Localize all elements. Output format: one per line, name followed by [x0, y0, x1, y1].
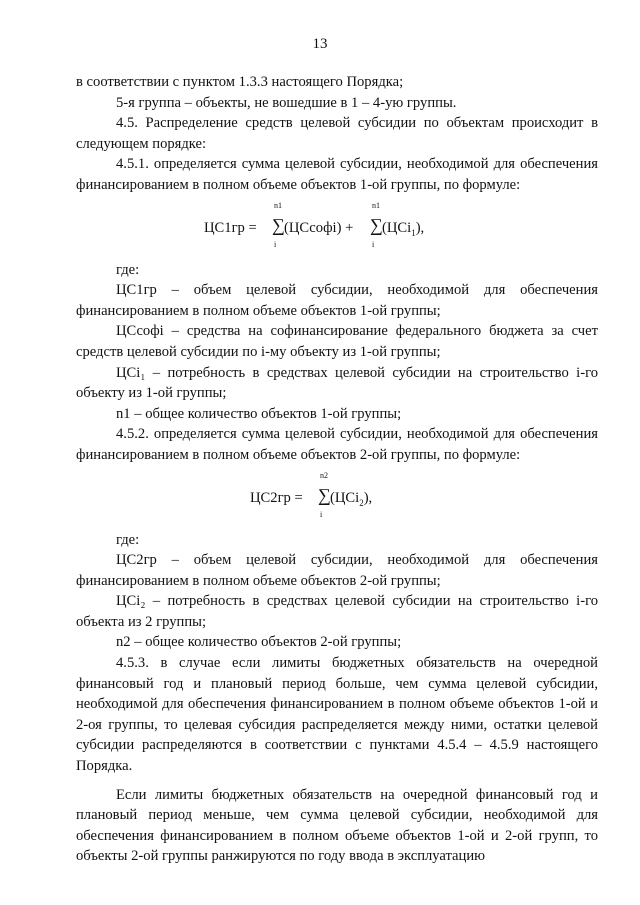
- paragraph: где:: [116, 531, 140, 548]
- formula-2-upper-limit: n2: [320, 470, 328, 480]
- sum-symbol-2: ∑: [370, 214, 383, 235]
- formula-1-upper-limit-2: n1: [372, 200, 380, 210]
- formula-1-term-2: (ЦСi$_1$),: [382, 219, 425, 238]
- paragraph: 4.5.1. определяется сумма целевой субсидии, необходимой для обеспечения финансированием в полном объеме объектов 1-ой группы, по формуле:: [76, 156, 598, 193]
- formula-1-lhs: ЦС1гр =: [204, 219, 257, 236]
- paragraph: ЦСi₁ – потребность в средствах целевой субсидии на строительство i-го объекту из 1-ой группы;: [76, 364, 598, 402]
- paragraph: n1 – общее количество объектов 1-ой группы;: [116, 405, 402, 422]
- paragraph: Если лимиты бюджетных обязательств на очередной финансовый год и плановый период меньше, чем сумма целевой субсидии, необходимой для обеспечения финансированием в полном объеме объектов 1-ой и 2-ой групп, то объекты 2-ой группы ранжируются по году ввода в эксплуатацию: [76, 786, 598, 865]
- paragraph-block-b: [76, 260, 598, 466]
- paragraph: 4.5.2. определяется сумма целевой субсидии, необходимой для обеспечения финансированием в полном объеме объектов 2-ой группы, по формуле:: [76, 426, 598, 463]
- formula-1-lower-limit-1: i: [274, 239, 277, 249]
- formula-1-upper-limit-1: n1: [274, 200, 282, 210]
- document-body: [76, 72, 598, 867]
- page-number: 13: [312, 36, 328, 52]
- formula-2-lhs: ЦС2гр =: [250, 489, 303, 506]
- formula-1: [76, 196, 598, 260]
- formula-2: [76, 466, 598, 530]
- sum-symbol-3: ∑: [318, 484, 331, 505]
- paragraph-block-c: [76, 530, 598, 868]
- formula-2-lower-limit: i: [320, 509, 323, 519]
- paragraph-block-a: [76, 72, 598, 196]
- paragraph: 4.5. Распределение средств целевой субсидии по объектам происходит в следующем порядке:: [76, 115, 598, 152]
- paragraph: в соответствии с пунктом 1.3.3 настоящего Порядка;: [76, 74, 404, 90]
- paragraph: где:: [116, 261, 140, 278]
- formula-1-term-1: (ЦСсофi) +: [284, 219, 354, 236]
- paragraph: 5-я группа – объекты, не вошедшие в 1 – 4-ую группы.: [116, 94, 457, 111]
- paragraph: ЦС2гр – объем целевой субсидии, необходимой для обеспечения финансированием в полном объеме объектов 2-ой группы;: [76, 552, 598, 589]
- paragraph: ЦС1гр – объем целевой субсидии, необходимой для обеспечения финансированием в полном объеме объектов 1-ой группы;: [76, 282, 598, 319]
- paragraph: ЦСi₂ – потребность в средствах целевой субсидии на строительство i-го объекта из 2 группы;: [76, 593, 598, 630]
- sum-symbol-1: ∑: [272, 214, 285, 235]
- paragraph: n2 – общее количество объектов 2-ой группы;: [116, 634, 402, 651]
- formula-1-lower-limit-2: i: [372, 239, 375, 249]
- paragraph: 4.5.3. в случае если лимиты бюджетных обязательств на очередной финансовый год и плановый период больше, чем сумма целевой субсидии, необходимой для обеспечения финансированием в полном объеме объектов 1-ой и 2-оя группы, то целевая субсидия распределяется между ними, остатки целевой субсидии распределяются в соответствии с пунктами 4.5.4 – 4.5.9 настоящего Порядка.: [76, 655, 598, 775]
- formula-2-term: (ЦСi$_2$),: [330, 489, 373, 508]
- paragraph: ЦСсофi – средства на софинансирование федерального бюджета за счет средств целевой субсидии по i-му объекту из 1-ой группы;: [76, 323, 598, 360]
